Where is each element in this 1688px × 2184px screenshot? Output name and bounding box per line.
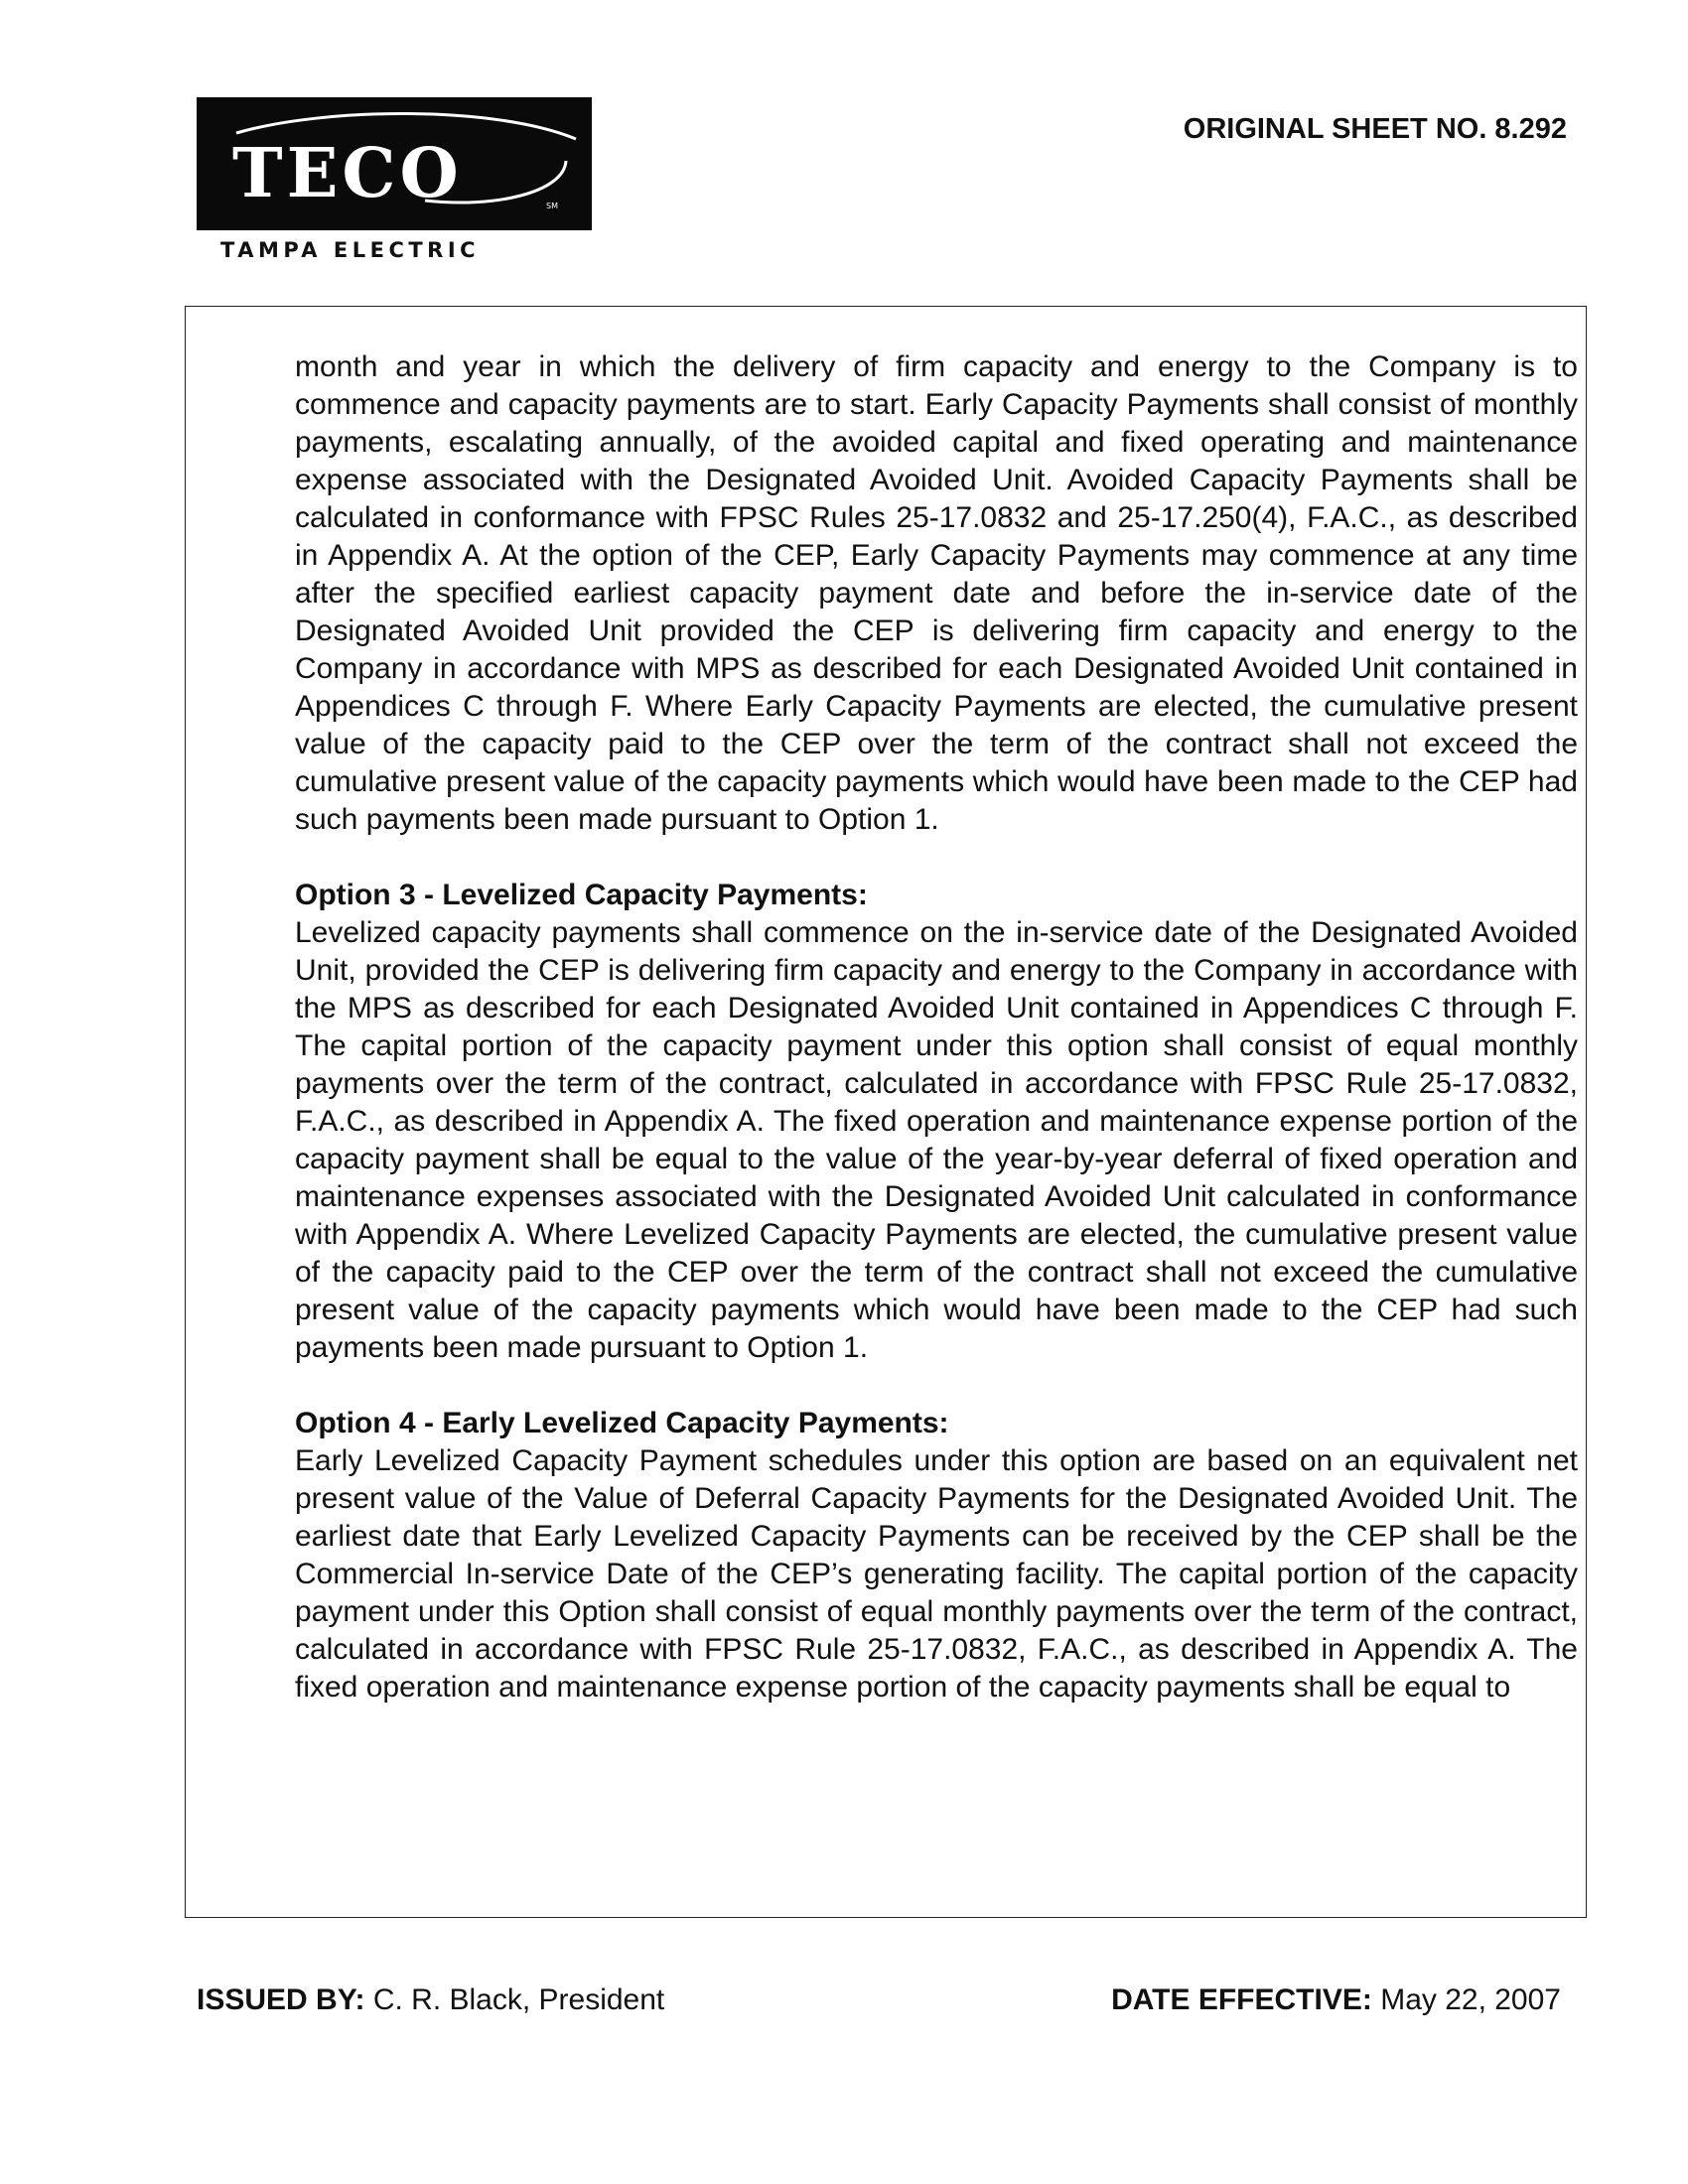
option4-paragraph: Early Levelized Capacity Payment schedules under this option are based on an equivalent net present value of the Value of Deferral Capacity Payments for the Designated Avoided Unit. The earliest date that Early Levelized Capacity Payments can be received by the CEP shall be the Commercial In-service Date of the CEP’s generating facility. The capital portion of the capacity payment under this Option shall consist of equal monthly payments over the term of the contract, calculated in accordance with FPSC Rule 25-17.0832, F.A.C., as described in Appendix A. The fixed operation and maintenance expense portion of the capacity payments shall be equal to (295, 1444, 1578, 1704)
option4-heading: Option 4 - Early Levelized Capacity Payments: (295, 1407, 949, 1439)
issued-by-value: C. R. Black, President (372, 1983, 665, 2016)
intro-paragraph: month and year in which the delivery of firm capacity and energy to the Company is to commence and capacity payments are to start. Early Capacity Payments shall consist of monthly payments, escalating annually, of the avoided capital and fixed operating and maintenance expense associated with the Designated Avoided Unit. Avoided Capacity Payments shall be calculated in conformance with FPSC Rules 25-17.0832 and 25-17.250(4), F.A.C., as described in Appendix A. At the option of the CEP, Early Capacity Payments may commence at any time after the specified earliest capacity payment date and before the in-service date of the Designated Avoided Unit provided the CEP is delivering firm capacity and energy to the Company in accordance with MPS as described for each Designated Avoided Unit contained in Appendices C through F. Where Early Capacity Payments are elected, the cumulative present value of the capacity paid to the CEP over the term of the contract shall not exceed the cumulative present value of the capacity payments which would have been made to the CEP had such payments been made pursuant to Option 1. (295, 350, 1578, 836)
tariff-text (295, 348, 1578, 1706)
logo-service-mark: SM (546, 202, 558, 210)
issued-by-label: ISSUED BY: (197, 1983, 365, 2016)
date-effective (1111, 1983, 1561, 2017)
issued-by (197, 1983, 664, 2017)
company-name: TAMPA ELECTRIC (220, 238, 481, 262)
date-effective-value: May 22, 2007 (1380, 1983, 1561, 2016)
tariff-content-box (185, 306, 1587, 1918)
logo-wordmark: TECO (232, 134, 463, 213)
date-effective-label: DATE EFFECTIVE: (1111, 1983, 1372, 2016)
option3-heading: Option 3 - Levelized Capacity Payments: (295, 879, 868, 911)
option3-paragraph: Levelized capacity payments shall commence on the in-service date of the Designated Avoided Unit, provided the CEP is delivering firm capacity and energy to the Company in accordance with the MPS as described for each Designated Avoided Unit contained in Appendices C through F. The capital portion of the capacity payment under this option shall consist of equal monthly payments over the term of the contract, calculated in accordance with FPSC Rule 25-17.0832, F.A.C., as described in Appendix A. The fixed operation and maintenance expense portion of the capacity payment shall be equal to the value of the year-by-year deferral of fixed operation and maintenance expenses associated with the Designated Avoided Unit calculated in conformance with Appendix A. Where Levelized Capacity Payments are elected, the cumulative present value of the capacity paid to the CEP over the term of the contract shall not exceed the cumulative present value of the capacity payments which would have been made to the CEP had such payments been made pursuant to Option 1. (295, 916, 1578, 1364)
sheet-number: ORIGINAL SHEET NO. 8.292 (1183, 113, 1567, 145)
teco-logo-graphic (197, 97, 592, 230)
teco-logo (197, 97, 592, 230)
